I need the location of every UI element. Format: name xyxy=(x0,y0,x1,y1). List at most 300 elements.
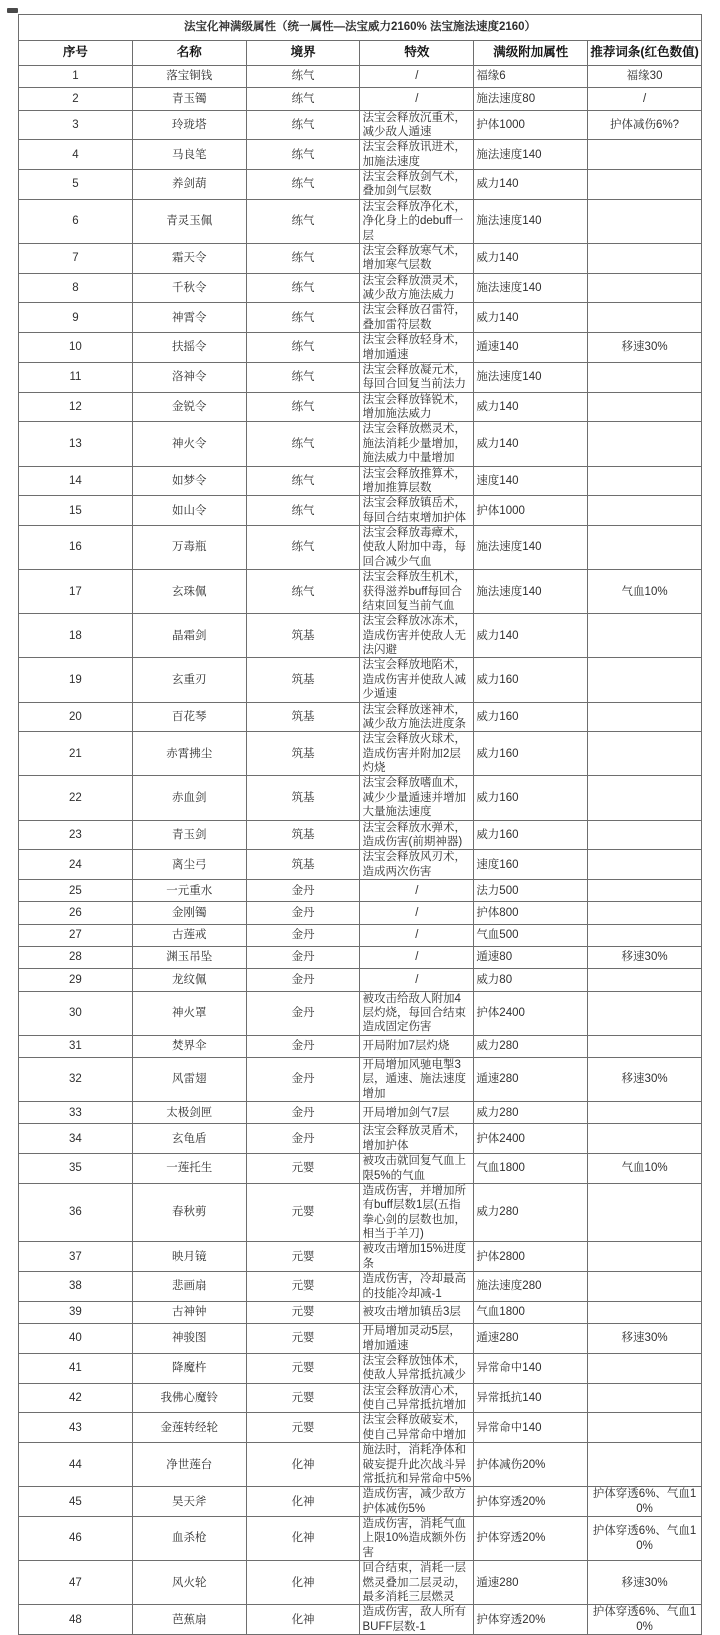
realm: 金丹 xyxy=(246,880,360,902)
special-effect: 法宝会释放燃灵术，施法消耗少量增加，施法威力中量增加 xyxy=(360,422,474,466)
max-level-attribute: 威力160 xyxy=(474,702,588,732)
table-row xyxy=(19,1154,702,1184)
realm: 筑基 xyxy=(246,702,360,732)
row-number: 13 xyxy=(19,422,133,466)
max-level-attribute: 威力280 xyxy=(474,1035,588,1057)
row-number: 15 xyxy=(19,496,133,526)
table-row xyxy=(19,1605,702,1635)
recommended-entry: 移速30% xyxy=(588,1561,702,1605)
table-row xyxy=(19,66,702,88)
row-number: 10 xyxy=(19,333,133,363)
realm: 练气 xyxy=(246,526,360,570)
row-number: 40 xyxy=(19,1324,133,1354)
table-row xyxy=(19,303,702,333)
row-number: 19 xyxy=(19,658,133,702)
special-effect: 造成伤害，减少敌方护体减伤5% xyxy=(360,1487,474,1517)
row-number: 14 xyxy=(19,466,133,496)
recommended-entry: 福缘30 xyxy=(588,66,702,88)
max-level-attribute: 遁速280 xyxy=(474,1324,588,1354)
max-level-attribute: 速度140 xyxy=(474,466,588,496)
max-level-attribute: 威力140 xyxy=(474,243,588,273)
realm: 化神 xyxy=(246,1517,360,1561)
row-number: 27 xyxy=(19,924,133,946)
max-level-attribute: 施法速度140 xyxy=(474,199,588,243)
treasure-name: 青灵玉佩 xyxy=(132,199,246,243)
table-row xyxy=(19,1383,702,1413)
row-number: 34 xyxy=(19,1124,133,1154)
table-row xyxy=(19,526,702,570)
realm: 练气 xyxy=(246,496,360,526)
recommended-entry: 护体穿透6%、气血10% xyxy=(588,1487,702,1517)
table-row xyxy=(19,1035,702,1057)
treasure-name: 降魔杵 xyxy=(132,1353,246,1383)
row-number: 48 xyxy=(19,1605,133,1635)
max-level-attribute: 气血1800 xyxy=(474,1154,588,1184)
row-number: 32 xyxy=(19,1058,133,1102)
special-effect: 法宝会释放毒瘴术，使敌人附加中毒，每回合减少气血 xyxy=(360,526,474,570)
recommended-entry xyxy=(588,526,702,570)
table-row xyxy=(19,991,702,1035)
treasure-name: 我佛心魔铃 xyxy=(132,1383,246,1413)
row-number: 24 xyxy=(19,850,133,880)
treasure-name: 玄龟盾 xyxy=(132,1124,246,1154)
recommended-entry: / xyxy=(588,88,702,110)
special-effect: / xyxy=(360,880,474,902)
realm: 金丹 xyxy=(246,991,360,1035)
treasure-attributes-table xyxy=(18,14,702,1635)
realm: 练气 xyxy=(246,110,360,140)
realm: 金丹 xyxy=(246,1058,360,1102)
row-number: 38 xyxy=(19,1272,133,1302)
row-number: 31 xyxy=(19,1035,133,1057)
realm: 筑基 xyxy=(246,614,360,658)
realm: 元婴 xyxy=(246,1383,360,1413)
treasure-name: 马良笔 xyxy=(132,140,246,170)
row-number: 16 xyxy=(19,526,133,570)
realm: 元婴 xyxy=(246,1272,360,1302)
treasure-name: 玲珑塔 xyxy=(132,110,246,140)
row-number: 1 xyxy=(19,66,133,88)
special-effect: 法宝会释放灵盾术，增加护体 xyxy=(360,1124,474,1154)
treasure-name: 洛神令 xyxy=(132,362,246,392)
special-effect: 法宝会释放生机术，获得滋养buff每回合结束回复当前气血 xyxy=(360,570,474,614)
recommended-entry xyxy=(588,170,702,200)
realm: 练气 xyxy=(246,140,360,170)
table-row xyxy=(19,1124,702,1154)
treasure-name: 映月镜 xyxy=(132,1242,246,1272)
max-level-attribute: 威力160 xyxy=(474,732,588,776)
special-effect: 法宝会释放火球术，造成伤害并附加2层灼烧 xyxy=(360,732,474,776)
realm: 金丹 xyxy=(246,1124,360,1154)
treasure-name: 养剑葫 xyxy=(132,170,246,200)
row-number: 30 xyxy=(19,991,133,1035)
max-level-attribute: 施法速度140 xyxy=(474,570,588,614)
table-row xyxy=(19,140,702,170)
treasure-name: 净世莲台 xyxy=(132,1443,246,1487)
treasure-name: 芭蕉扇 xyxy=(132,1605,246,1635)
row-number: 22 xyxy=(19,776,133,820)
table-row xyxy=(19,969,702,991)
special-effect: 法宝会释放镇岳术，每回合结束增加护体 xyxy=(360,496,474,526)
recommended-entry xyxy=(588,880,702,902)
row-number: 21 xyxy=(19,732,133,776)
recommended-entry xyxy=(588,1272,702,1302)
special-effect: / xyxy=(360,969,474,991)
treasure-name: 焚界伞 xyxy=(132,1035,246,1057)
max-level-attribute: 威力140 xyxy=(474,303,588,333)
realm: 金丹 xyxy=(246,1102,360,1124)
recommended-entry xyxy=(588,924,702,946)
table-row xyxy=(19,243,702,273)
column-header-row-number: 序号 xyxy=(19,41,133,66)
recommended-entry xyxy=(588,273,702,303)
table-row xyxy=(19,1487,702,1517)
table-row xyxy=(19,1272,702,1302)
recommended-entry xyxy=(588,732,702,776)
column-header-treasure-name: 名称 xyxy=(132,41,246,66)
row-number: 42 xyxy=(19,1383,133,1413)
table-row xyxy=(19,1517,702,1561)
max-level-attribute: 护体2400 xyxy=(474,991,588,1035)
max-level-attribute: 威力280 xyxy=(474,1183,588,1242)
recommended-entry xyxy=(588,658,702,702)
special-effect: / xyxy=(360,924,474,946)
table-row xyxy=(19,850,702,880)
table-row xyxy=(19,1561,702,1605)
max-level-attribute: 异常命中140 xyxy=(474,1353,588,1383)
recommended-entry: 移速30% xyxy=(588,1058,702,1102)
max-level-attribute: 威力140 xyxy=(474,392,588,422)
recommended-entry xyxy=(588,614,702,658)
treasure-name: 扶摇令 xyxy=(132,333,246,363)
recommended-entry xyxy=(588,902,702,924)
recommended-entry xyxy=(588,466,702,496)
table-row xyxy=(19,1443,702,1487)
treasure-name: 离尘弓 xyxy=(132,850,246,880)
row-number: 6 xyxy=(19,199,133,243)
row-number: 11 xyxy=(19,362,133,392)
realm: 化神 xyxy=(246,1443,360,1487)
special-effect: 法宝会释放寒气术，增加寒气层数 xyxy=(360,243,474,273)
treasure-name: 青玉剑 xyxy=(132,820,246,850)
recommended-entry xyxy=(588,1301,702,1323)
treasure-name: 古神钟 xyxy=(132,1301,246,1323)
special-effect: 法宝会释放推算术，增加推算层数 xyxy=(360,466,474,496)
treasure-name: 青玉镯 xyxy=(132,88,246,110)
recommended-entry: 气血10% xyxy=(588,1154,702,1184)
special-effect: 法宝会释放剑气术，叠加剑气层数 xyxy=(360,170,474,200)
table-row xyxy=(19,496,702,526)
table-title: 法宝化神满级属性（统一属性—法宝威力2160% 法宝施法速度2160） xyxy=(19,15,702,41)
treasure-name: 晶霜剑 xyxy=(132,614,246,658)
row-number: 36 xyxy=(19,1183,133,1242)
recommended-entry xyxy=(588,1035,702,1057)
max-level-attribute: 异常抵抗140 xyxy=(474,1383,588,1413)
table-row xyxy=(19,422,702,466)
treasure-name: 血杀枪 xyxy=(132,1517,246,1561)
special-effect: 法宝会释放风刃术，造成两次伤害 xyxy=(360,850,474,880)
max-level-attribute: 施法速度80 xyxy=(474,88,588,110)
realm: 练气 xyxy=(246,273,360,303)
screenshot-artifact xyxy=(7,8,18,13)
realm: 练气 xyxy=(246,88,360,110)
special-effect: 回合结束，消耗一层燃灵叠加二层灵动，最多消耗三层燃灵 xyxy=(360,1561,474,1605)
realm: 元婴 xyxy=(246,1324,360,1354)
recommended-entry xyxy=(588,702,702,732)
row-number: 26 xyxy=(19,902,133,924)
row-number: 46 xyxy=(19,1517,133,1561)
special-effect: 法宝会释放蚀体术，使敌人异常抵抗减少 xyxy=(360,1353,474,1383)
special-effect: / xyxy=(360,902,474,924)
row-number: 39 xyxy=(19,1301,133,1323)
recommended-entry xyxy=(588,199,702,243)
table-row xyxy=(19,392,702,422)
row-number: 7 xyxy=(19,243,133,273)
title-row xyxy=(19,15,702,41)
recommended-entry: 移速30% xyxy=(588,946,702,968)
realm: 元婴 xyxy=(246,1154,360,1184)
max-level-attribute: 福缘6 xyxy=(474,66,588,88)
treasure-name: 悲画扇 xyxy=(132,1272,246,1302)
recommended-entry xyxy=(588,1124,702,1154)
max-level-attribute: 遁速80 xyxy=(474,946,588,968)
recommended-entry xyxy=(588,776,702,820)
row-number: 44 xyxy=(19,1443,133,1487)
special-effect: 法宝会释放地陷术，造成伤害并使敌人减少遁速 xyxy=(360,658,474,702)
special-effect: 法宝会释放凝元术，每回合回复当前法力 xyxy=(360,362,474,392)
recommended-entry: 移速30% xyxy=(588,1324,702,1354)
realm: 筑基 xyxy=(246,658,360,702)
table-row xyxy=(19,702,702,732)
max-level-attribute: 遁速140 xyxy=(474,333,588,363)
realm: 练气 xyxy=(246,392,360,422)
special-effect: 法宝会释放水弹术，造成伤害(前期神器) xyxy=(360,820,474,850)
max-level-attribute: 施法速度140 xyxy=(474,362,588,392)
special-effect: 造成伤害，消耗气血上限10%造成额外伤害 xyxy=(360,1517,474,1561)
table-row xyxy=(19,776,702,820)
special-effect: 被攻击增加15%进度条 xyxy=(360,1242,474,1272)
row-number: 12 xyxy=(19,392,133,422)
recommended-entry xyxy=(588,850,702,880)
recommended-entry xyxy=(588,820,702,850)
max-level-attribute: 气血1800 xyxy=(474,1301,588,1323)
table-row xyxy=(19,273,702,303)
treasure-name: 风火轮 xyxy=(132,1561,246,1605)
treasure-name: 如山令 xyxy=(132,496,246,526)
max-level-attribute: 护体减伤20% xyxy=(474,1443,588,1487)
realm: 金丹 xyxy=(246,924,360,946)
row-number: 35 xyxy=(19,1154,133,1184)
table-row xyxy=(19,614,702,658)
table-row xyxy=(19,880,702,902)
special-effect: / xyxy=(360,66,474,88)
table-row xyxy=(19,946,702,968)
special-effect: 法宝会释放破妄术，使自己异常命中增加 xyxy=(360,1413,474,1443)
realm: 金丹 xyxy=(246,946,360,968)
treasure-name: 神火罩 xyxy=(132,991,246,1035)
row-number: 28 xyxy=(19,946,133,968)
recommended-entry xyxy=(588,392,702,422)
special-effect: 法宝会释放沉重术，减少敌人遁速 xyxy=(360,110,474,140)
special-effect: 法宝会释放轻身术，增加遁速 xyxy=(360,333,474,363)
realm: 化神 xyxy=(246,1487,360,1517)
column-header-max-level-attribute: 满级附加属性 xyxy=(474,41,588,66)
treasure-name: 金莲转经轮 xyxy=(132,1413,246,1443)
max-level-attribute: 护体1000 xyxy=(474,110,588,140)
recommended-entry xyxy=(588,140,702,170)
recommended-entry xyxy=(588,1102,702,1124)
table-row xyxy=(19,732,702,776)
treasure-name: 如梦令 xyxy=(132,466,246,496)
table-body xyxy=(19,66,702,1635)
recommended-entry: 气血10% xyxy=(588,570,702,614)
table-row xyxy=(19,924,702,946)
column-header-recommended-entry: 推荐词条(红色数值) xyxy=(588,41,702,66)
realm: 元婴 xyxy=(246,1353,360,1383)
table-row xyxy=(19,1102,702,1124)
column-header-row xyxy=(19,41,702,66)
table-row xyxy=(19,1353,702,1383)
recommended-entry xyxy=(588,1443,702,1487)
max-level-attribute: 护体1000 xyxy=(474,496,588,526)
max-level-attribute: 威力80 xyxy=(474,969,588,991)
recommended-entry xyxy=(588,1413,702,1443)
row-number: 29 xyxy=(19,969,133,991)
row-number: 43 xyxy=(19,1413,133,1443)
row-number: 5 xyxy=(19,170,133,200)
row-number: 17 xyxy=(19,570,133,614)
max-level-attribute: 异常命中140 xyxy=(474,1413,588,1443)
max-level-attribute: 威力140 xyxy=(474,614,588,658)
row-number: 8 xyxy=(19,273,133,303)
realm: 练气 xyxy=(246,362,360,392)
special-effect: 法宝会释放召雷符，叠加雷符层数 xyxy=(360,303,474,333)
row-number: 23 xyxy=(19,820,133,850)
realm: 元婴 xyxy=(246,1183,360,1242)
treasure-name: 太极剑匣 xyxy=(132,1102,246,1124)
table-row xyxy=(19,1242,702,1272)
recommended-entry xyxy=(588,1183,702,1242)
row-number: 33 xyxy=(19,1102,133,1124)
treasure-name: 赤血剑 xyxy=(132,776,246,820)
realm: 元婴 xyxy=(246,1301,360,1323)
table-row xyxy=(19,199,702,243)
special-effect: 法宝会释放迷神术，减少敌方施法进度条 xyxy=(360,702,474,732)
recommended-entry xyxy=(588,1353,702,1383)
treasure-name: 落宝铜钱 xyxy=(132,66,246,88)
table-row xyxy=(19,820,702,850)
special-effect: 被攻击就回复气血上限5%的气血 xyxy=(360,1154,474,1184)
recommended-entry xyxy=(588,1383,702,1413)
max-level-attribute: 施法速度140 xyxy=(474,140,588,170)
max-level-attribute: 威力140 xyxy=(474,422,588,466)
special-effect: 法宝会释放锋锐术，增加施法威力 xyxy=(360,392,474,422)
treasure-name: 神骏图 xyxy=(132,1324,246,1354)
recommended-entry xyxy=(588,496,702,526)
row-number: 37 xyxy=(19,1242,133,1272)
max-level-attribute: 威力160 xyxy=(474,776,588,820)
realm: 练气 xyxy=(246,422,360,466)
max-level-attribute: 法力500 xyxy=(474,880,588,902)
treasure-name: 金锐令 xyxy=(132,392,246,422)
special-effect: 开局增加风驰电掣3层，遁速、施法速度增加 xyxy=(360,1058,474,1102)
special-effect: 开局增加灵动5层，增加遁速 xyxy=(360,1324,474,1354)
special-effect: 造成伤害，并增加所有buff层数1层(五指拳心剑的层数也加，相当于羊刀) xyxy=(360,1183,474,1242)
special-effect: 法宝会释放冰冻术，造成伤害并使敌人无法闪避 xyxy=(360,614,474,658)
row-number: 9 xyxy=(19,303,133,333)
max-level-attribute: 气血500 xyxy=(474,924,588,946)
treasure-name: 昊天斧 xyxy=(132,1487,246,1517)
realm: 元婴 xyxy=(246,1413,360,1443)
treasure-name: 百花琴 xyxy=(132,702,246,732)
treasure-name: 一莲托生 xyxy=(132,1154,246,1184)
special-effect: 开局增加剑气7层 xyxy=(360,1102,474,1124)
special-effect: 造成伤害，敌人所有BUFF层数-1 xyxy=(360,1605,474,1635)
treasure-name: 霜天令 xyxy=(132,243,246,273)
max-level-attribute: 威力160 xyxy=(474,820,588,850)
special-effect: 被攻击给敌人附加4层灼烧，每回合结束造成固定伤害 xyxy=(360,991,474,1035)
max-level-attribute: 速度160 xyxy=(474,850,588,880)
treasure-name: 万毒瓶 xyxy=(132,526,246,570)
table-row xyxy=(19,466,702,496)
realm: 练气 xyxy=(246,199,360,243)
max-level-attribute: 护体800 xyxy=(474,902,588,924)
treasure-name: 古莲戒 xyxy=(132,924,246,946)
treasure-name: 千秋令 xyxy=(132,273,246,303)
table-row xyxy=(19,570,702,614)
treasure-name: 一元重水 xyxy=(132,880,246,902)
recommended-entry xyxy=(588,422,702,466)
realm: 练气 xyxy=(246,303,360,333)
realm: 练气 xyxy=(246,466,360,496)
realm: 练气 xyxy=(246,66,360,88)
special-effect: 法宝会释放溃灵术，减少敌方施法威力 xyxy=(360,273,474,303)
row-number: 3 xyxy=(19,110,133,140)
max-level-attribute: 威力280 xyxy=(474,1102,588,1124)
treasure-name: 风雷翅 xyxy=(132,1058,246,1102)
row-number: 18 xyxy=(19,614,133,658)
treasure-name: 金刚镯 xyxy=(132,902,246,924)
table-row xyxy=(19,110,702,140)
max-level-attribute: 遁速280 xyxy=(474,1058,588,1102)
row-number: 4 xyxy=(19,140,133,170)
table-row xyxy=(19,1301,702,1323)
table-row xyxy=(19,658,702,702)
column-header-special-effect: 特效 xyxy=(360,41,474,66)
realm: 化神 xyxy=(246,1561,360,1605)
realm: 金丹 xyxy=(246,1035,360,1057)
row-number: 45 xyxy=(19,1487,133,1517)
max-level-attribute: 施法速度140 xyxy=(474,273,588,303)
realm: 练气 xyxy=(246,170,360,200)
max-level-attribute: 护体穿透20% xyxy=(474,1487,588,1517)
special-effect: 被攻击增加镇岳3层 xyxy=(360,1301,474,1323)
row-number: 20 xyxy=(19,702,133,732)
row-number: 47 xyxy=(19,1561,133,1605)
treasure-name: 龙纹佩 xyxy=(132,969,246,991)
recommended-entry xyxy=(588,303,702,333)
recommended-entry: 护体穿透6%、气血10% xyxy=(588,1517,702,1561)
max-level-attribute: 施法速度140 xyxy=(474,526,588,570)
row-number: 41 xyxy=(19,1353,133,1383)
special-effect: 造成伤害，冷却最高的技能冷却减-1 xyxy=(360,1272,474,1302)
max-level-attribute: 护体2800 xyxy=(474,1242,588,1272)
column-header-realm: 境界 xyxy=(246,41,360,66)
recommended-entry: 移速30% xyxy=(588,333,702,363)
max-level-attribute: 威力160 xyxy=(474,658,588,702)
recommended-entry xyxy=(588,1242,702,1272)
special-effect: 法宝会释放讯进术，加施法速度 xyxy=(360,140,474,170)
